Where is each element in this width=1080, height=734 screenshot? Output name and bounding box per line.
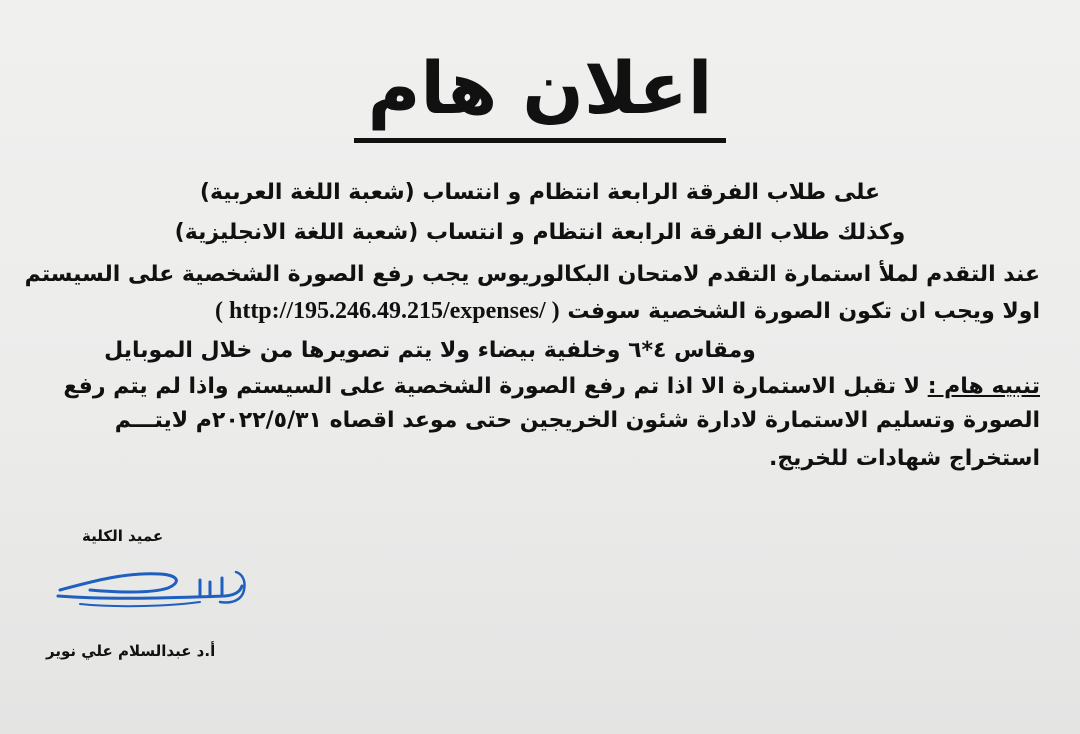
url-line-after: اولا ويجب ان تكون الصورة الشخصية سوفت bbox=[567, 299, 1040, 324]
announcement-title bbox=[0, 40, 1080, 143]
line-english-section: وكذلك طلاب الفرقة الرابعة انتظام و انتساب (شعبة اللغة الانجليزية) bbox=[174, 220, 906, 245]
line-arabic-section: على طلاب الفرقة الرابعة انتظام و انتساب (شعبة اللغة العربية) bbox=[199, 180, 881, 205]
line-url bbox=[40, 296, 1040, 327]
upload-url-link[interactable]: ( http://195.246.49.215/expenses/ ) bbox=[214, 298, 560, 324]
line-warning-3: استخراج شهادات للخريج. bbox=[768, 446, 1040, 471]
announcement-title-text: اعلان هام bbox=[354, 40, 727, 143]
line-form-instruction: عند التقدم لملأ استمارة التقدم لامتحان البكالوريوس يجب رفع الصورة الشخصية على السيستم bbox=[24, 262, 1040, 287]
line-photo-size: ومقاس ٤*٦ وخلفية بيضاء ولا يتم تصويرها من خلال الموبايل bbox=[104, 338, 756, 363]
line-warning-2: الصورة وتسليم الاستمارة لادارة شئون الخريجين حتى موعد اقصاه ٢٠٢٢/٥/٣١م لايتـــم bbox=[114, 408, 1040, 433]
warning-label: تنبيه هام : bbox=[927, 374, 1040, 399]
dean-title: عميد الكلية bbox=[82, 527, 164, 545]
warning-text-1: لا تقبل الاستمارة الا اذا تم رفع الصورة الشخصية على السيستم واذا لم يتم رفع bbox=[63, 374, 921, 399]
dean-signature bbox=[50, 560, 260, 630]
dean-name: أ.د عبدالسلام علي نوير bbox=[46, 642, 216, 660]
line-warning-1 bbox=[40, 372, 1040, 402]
